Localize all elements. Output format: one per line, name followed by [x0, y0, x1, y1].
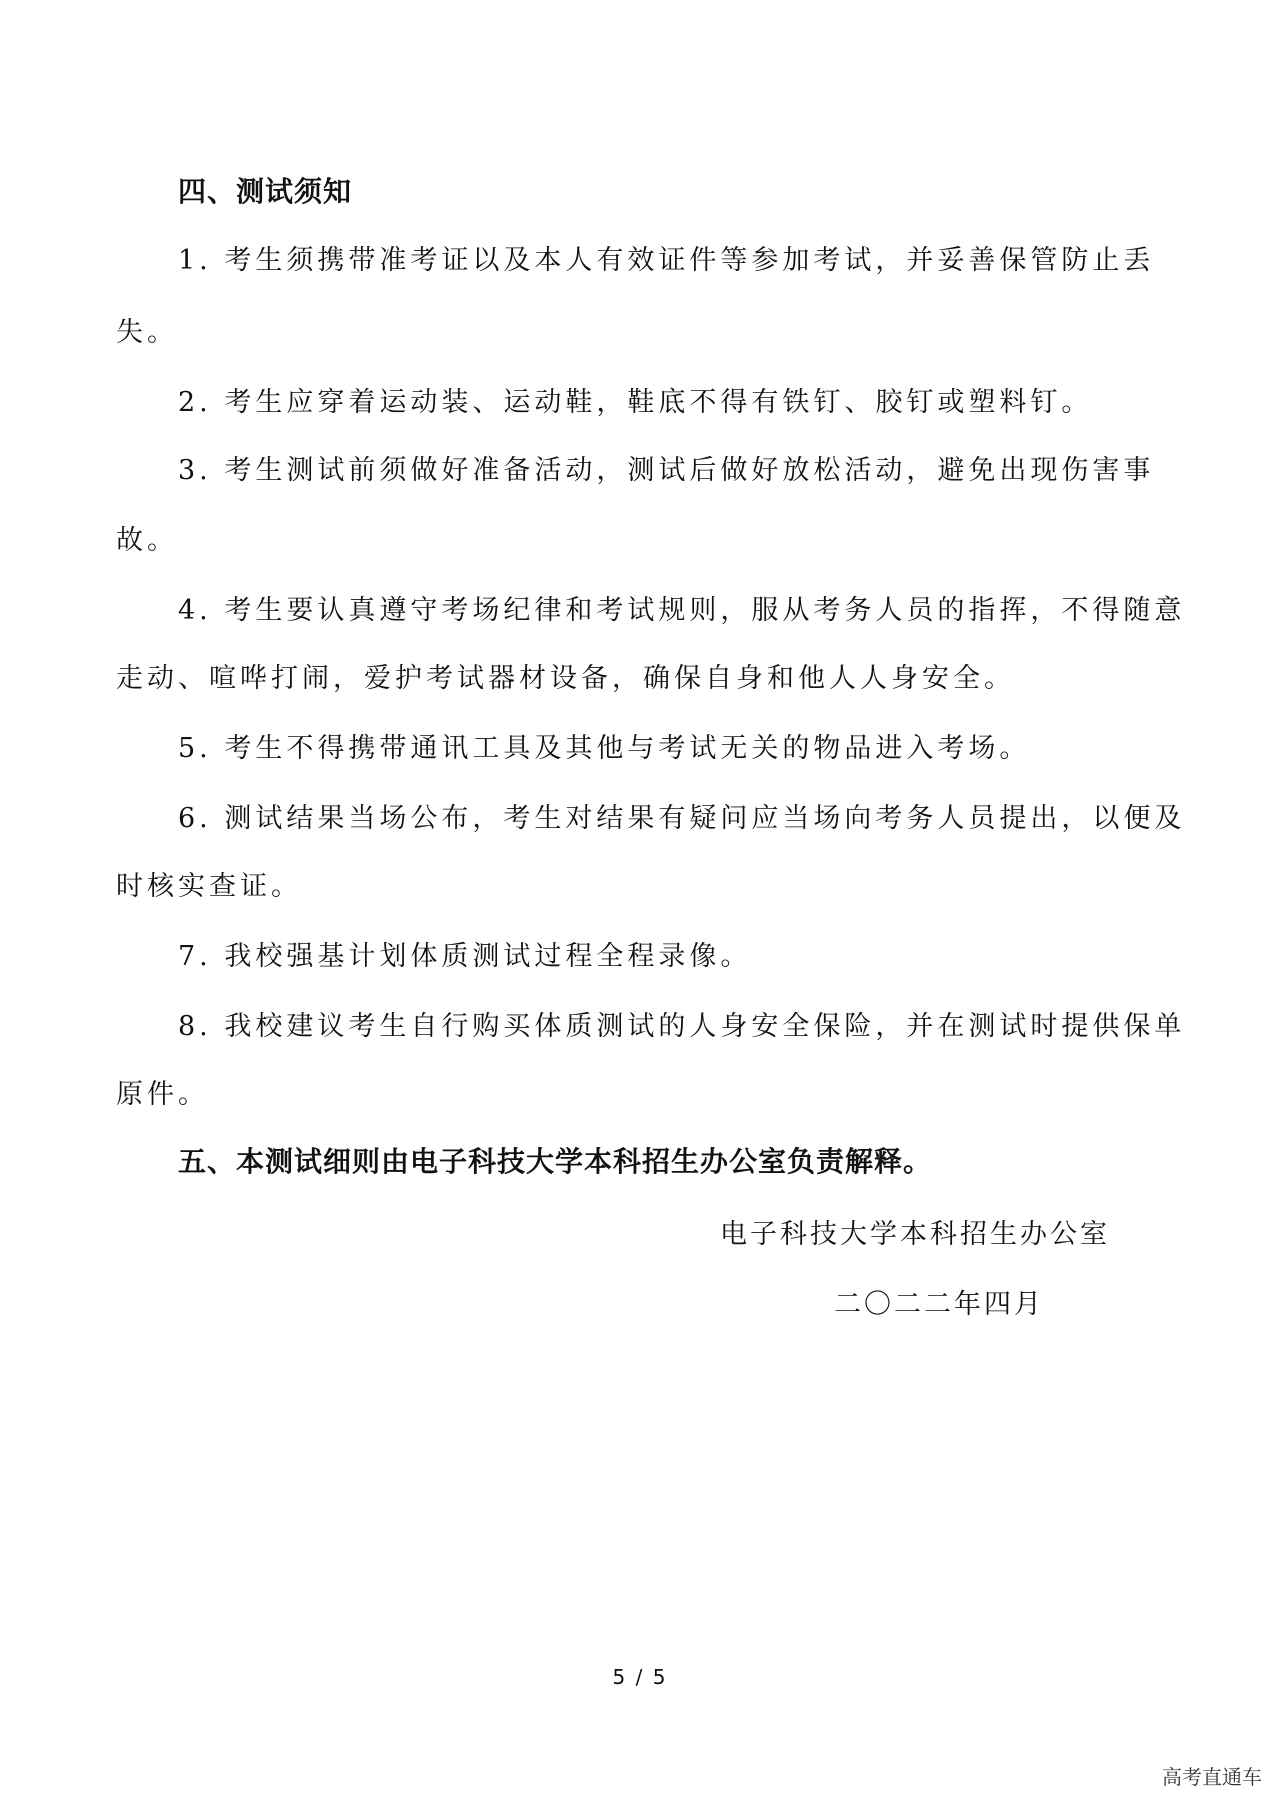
watermark: 高考直通车	[1162, 1765, 1262, 1789]
notice-item-3-continuation: 故。	[116, 525, 178, 556]
issue-date: 二〇二二年四月	[834, 1289, 1044, 1320]
notice-item-2: 2. 考生应穿着运动装、运动鞋，鞋底不得有铁钉、胶钉或塑料钉。	[178, 387, 1093, 418]
notice-item-6: 6. 测试结果当场公布，考生对结果有疑问应当场向考务人员提出，以便及	[178, 803, 1186, 834]
issuing-office: 电子科技大学本科招生办公室	[720, 1219, 1110, 1250]
notice-item-1: 1. 考生须携带准考证以及本人有效证件等参加考试，并妥善保管防止丢	[178, 245, 1155, 276]
section-5-heading: 五、本测试细则由电子科技大学本科招生办公室负责解释。	[178, 1145, 933, 1178]
notice-item-8-continuation: 原件。	[116, 1079, 209, 1110]
notice-item-4-continuation: 走动、喧哗打闹，爱护考试器材设备，确保自身和他人人身安全。	[116, 663, 1015, 694]
notice-item-5: 5. 考生不得携带通讯工具及其他与考试无关的物品进入考场。	[178, 733, 1031, 764]
notice-item-8: 8. 我校建议考生自行购买体质测试的人身安全保险，并在测试时提供保单	[178, 1011, 1186, 1042]
notice-item-1-continuation: 失。	[116, 317, 178, 348]
section-4-heading: 四、测试须知	[178, 175, 353, 208]
notice-item-7: 7. 我校强基计划体质测试过程全程录像。	[178, 941, 752, 972]
notice-item-6-continuation: 时核实查证。	[116, 871, 302, 902]
notice-item-4: 4. 考生要认真遵守考场纪律和考试规则，服从考务人员的指挥，不得随意	[178, 595, 1186, 626]
notice-item-3: 3. 考生测试前须做好准备活动，测试后做好放松活动，避免出现伤害事	[178, 455, 1155, 486]
page-number: 5 / 5	[612, 1665, 668, 1689]
